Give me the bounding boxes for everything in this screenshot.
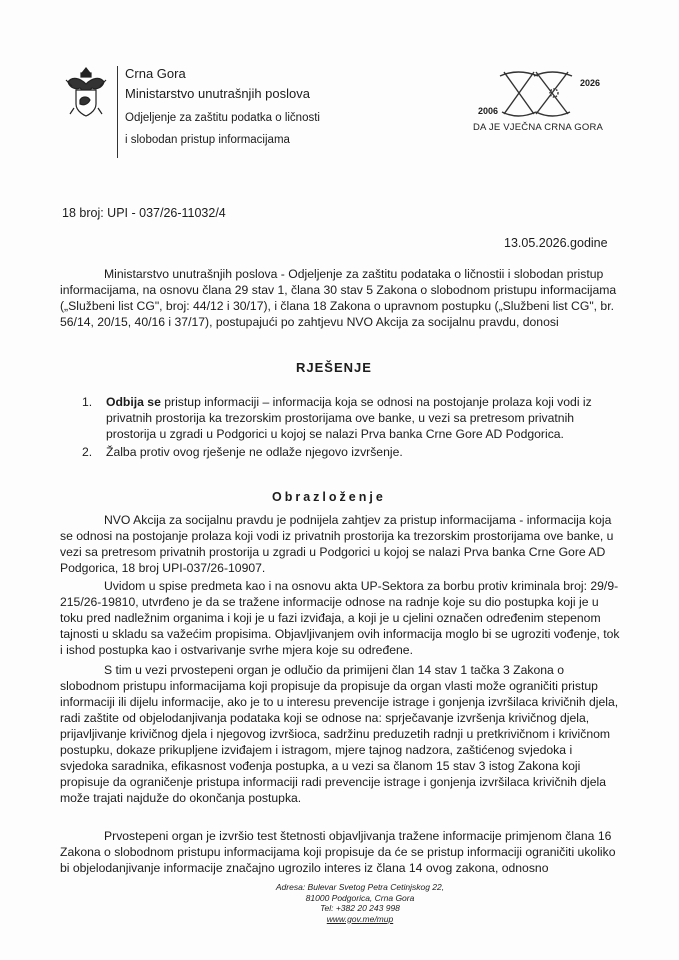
coat-of-arms-icon	[62, 64, 110, 120]
footer-city: 81000 Podgorica, Crna Gora	[305, 892, 415, 903]
decision-item	[82, 394, 622, 442]
decision-item-text: Žalba protiv ovog rješenje ne odlaže njegovo izvršenje.	[106, 445, 403, 459]
decision-title: RJEŠENJE	[296, 360, 372, 375]
footer-address: Adresa: Bulevar Svetog Petra Cetinjskog 22,	[275, 882, 445, 892]
ministry-name: Ministarstvo unutrašnjih poslova	[125, 86, 310, 101]
department-name-line1: Odjeljenje za zaštitu podatka o ličnosti	[125, 112, 320, 124]
intro-paragraph: Ministarstvo unutrašnjih poslova - Odjeljenje za zaštitu podataka o ličnostii i slobodan pristup informacijama, na osnovu člana 29 stav 1, člana 30 stav 5 Zakona o slobodnom pristupu informacijama („Službeni list CG", broj: 44/12 i 30/17), i člana 18 Zakona o upravnom postupku („Službeni list CG", br. 56/14, 20/15, 40/16 i 37/17), postupajući po zahtjevu NVO Akcija za socijalnu pravdu, donosi	[60, 267, 617, 329]
jubilee-slogan: DA JE VJEČNA CRNA GORA	[473, 122, 604, 133]
reasoning-paragraph: NVO Akcija za socijalnu pravdu je podnijela zahtjev za pristup informacijama - informacija koja se odnosi na postojanje prolaza koji vodi iz privatnih prostorija ka trezorskim prostorijama ove banke, u vezi sa pretresom privatnih prostorija u zgradi u Podgorici u kojoj se nalazi Prva banka Crne Gore AD Podgorica, 18 broj UPI-037/26-10907.	[60, 513, 614, 575]
footer-website-link[interactable]: www.gov.me/mup	[326, 913, 394, 924]
reasoning-paragraph: S tim u vezi prvostepeni organ je odlučio da primijeni član 14 stav 1 tačka 3 Zakona o slobodnom pristupu informacijama koji propisuje da propisuje da organ vlasti može ograničiti pristup informaciji ili dijelu informacije, ako je to u interesu prevencije istrage i gonjenja izvršilaca krivičnih djela, radi zaštite od objelodanjivanja podataka koji se odnose na: sprječavanje izvršenja krivičnog djela, prijavljivanje krivičnog djela i njegovog izvršioca, sadržinu preduzetih radnji u pretkrivičnom i krivičnom postupku, dokaze prikupljene izviđajem i istragom, mjere tajnog nadzora, zaštićenog svjedoka i svjedoka saradnika, efikasnost vođenja postupka, a u vezi sa članom 15 stav 3 istog Zakona koji propisuje da ograničenje pristupa informaciji radi prevencije istrage i gonjenja izvršilaca krivičnih djela može trajati najduže do okončanja postupka.	[60, 663, 619, 805]
footer-phone: Tel: +382 20 243 998	[320, 903, 400, 913]
decision-list	[82, 394, 622, 460]
decision-item-number: 2.	[82, 445, 93, 459]
footer-contact	[240, 882, 480, 924]
reasoning-title: Obrazloženje	[272, 490, 386, 504]
header-divider	[117, 66, 118, 158]
jubilee-year-end: 2026	[580, 78, 601, 88]
department-name-line2: i slobodan pristup informacijama	[125, 134, 290, 146]
jubilee-year-start: 2006	[478, 106, 499, 116]
decision-item	[82, 444, 622, 460]
decision-item-lead: Odbija se	[106, 395, 161, 409]
reasoning-paragraph: Uvidom u spise predmeta kao i na osnovu akta UP-Sektora za borbu protiv kriminala broj: 29/9-215/26-19810, utvrđeno je da se tražene informacije odnose na radnje koje su dio postupka koji je u toku pred nadležnim organima i koji je u fazi izviđaja, a koji je u cjelini označen određenim stepenom tajnosti u skladu sa važećim propisima. Objavljivanjem ovih informacija moglo bi se ugroziti vođenje, tok i ishod postupka kao i ostvarivanje svrhe mjera koje su određene.	[60, 579, 620, 657]
reasoning-paragraph: Prvostepeni organ je izvršio test štetnosti objavljivanja tražene informacije primjenom člana 16 Zakona o slobodnom pristupu informacijama koji propisuje da će se pristup informaciji ograničiti ukoliko bi objelodanjivanje informacije značajno ugrozilo interes iz člana 14 ovog zakona, odnosno	[60, 829, 616, 875]
decision-item-text: pristup informaciji – informacija koja se odnosi na postojanje prolaza koji vodi iz privatnih prostorija ka trezorskim prostorijama ove banke, u vezi sa pretresom privatnih prostorija u zgradi u Podgorici u kojoj se nalazi Prva banka Crne Gore AD Podgorica.	[106, 395, 592, 441]
reference-number: 18 broj: UPI - 037/26-11032/4	[62, 206, 226, 220]
document-date: 13.05.2026.godine	[504, 236, 608, 250]
country-name: Crna Gora	[125, 66, 186, 81]
decision-item-number: 1.	[82, 395, 93, 409]
